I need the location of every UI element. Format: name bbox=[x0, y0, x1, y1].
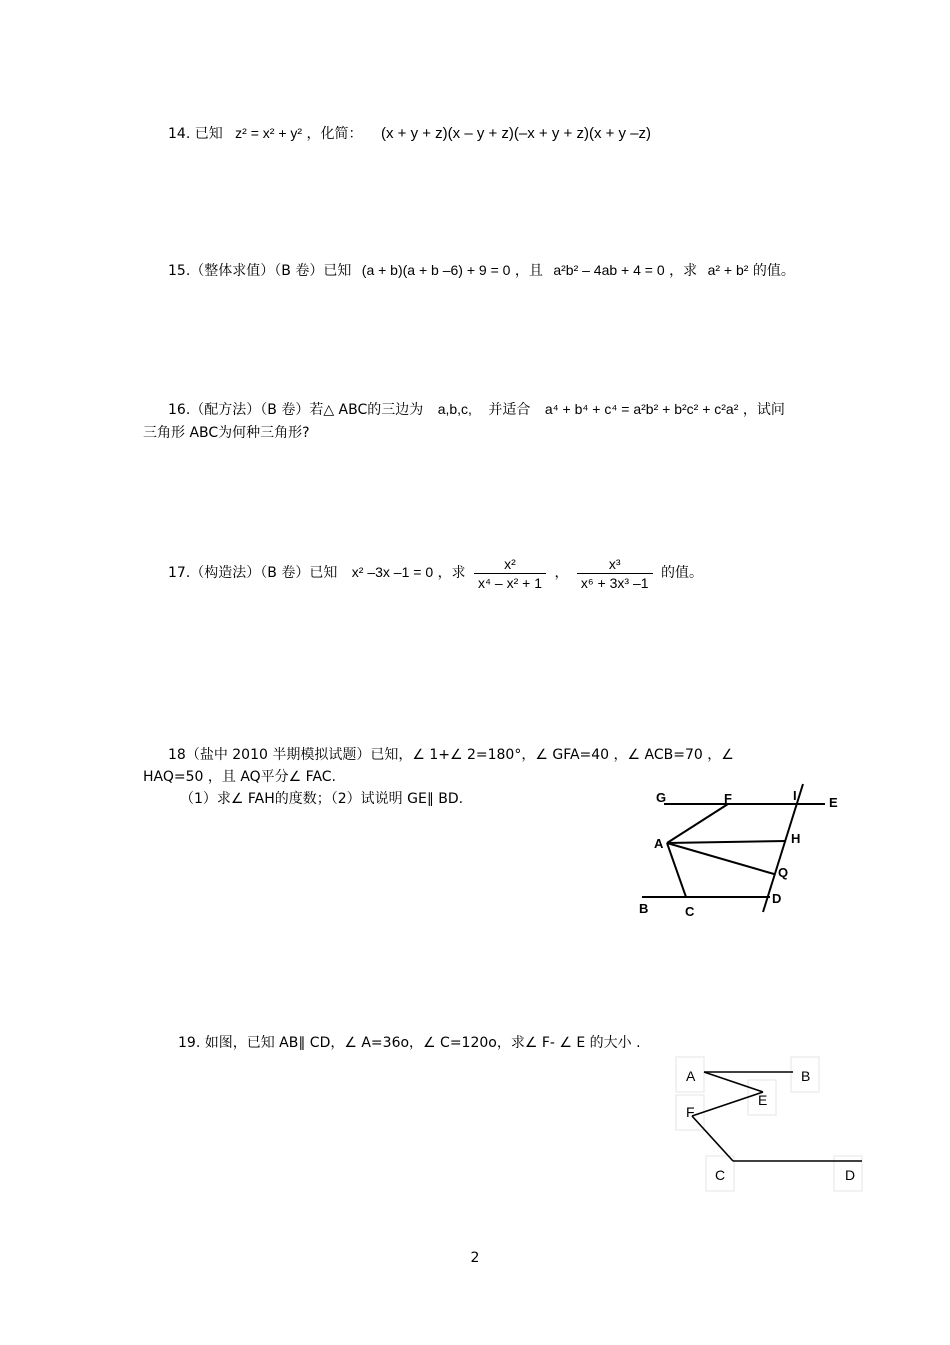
label-d: D bbox=[772, 891, 782, 906]
label-box-e bbox=[748, 1080, 776, 1115]
q15-target: a² + b² bbox=[707, 262, 749, 278]
q17-fraction-2-numerator: x³ bbox=[577, 555, 653, 574]
segment-ac bbox=[667, 843, 686, 897]
q17-prefix: 17.（构造法）（B 卷）已知 bbox=[168, 565, 338, 581]
q18-line-3-text: （1）求∠ FAH的度数；（2）试说明 GE∥ BD. bbox=[180, 791, 464, 807]
segment-aq bbox=[667, 843, 774, 874]
label-a: A bbox=[654, 836, 664, 851]
label-box-a bbox=[676, 1057, 704, 1092]
label-h: H bbox=[791, 831, 801, 846]
label-q: Q bbox=[778, 865, 789, 880]
segment-fc bbox=[692, 1116, 733, 1161]
label-box-b bbox=[791, 1057, 819, 1092]
question-15 bbox=[168, 260, 795, 281]
segment-ae bbox=[704, 1072, 763, 1092]
q16-equation: a⁴ + b⁴ + c⁴ = a²b² + b²c² + c²a² bbox=[544, 401, 739, 417]
question-18-line-1 bbox=[168, 745, 734, 765]
question-18-line-2 bbox=[143, 767, 336, 787]
q19-text: 19. 如图，已知 AB∥ CD，∠ A=36o，∠ C=120o，求∠ F- ∠ E 的大小 . bbox=[178, 1035, 641, 1051]
label-e: E bbox=[758, 1092, 768, 1108]
segment-ef bbox=[692, 1092, 763, 1116]
label-box-f bbox=[676, 1095, 704, 1130]
page-number: 2 bbox=[470, 1250, 480, 1266]
label-e: E bbox=[829, 795, 838, 810]
label-c: C bbox=[685, 904, 695, 919]
q18-line-1-text: 18（盐中 2010 半期模拟试题）已知，∠ 1+∠ 2=180°，∠ GFA=40 ，∠ ACB=70 ，∠ bbox=[168, 747, 734, 763]
question-16-line-2 bbox=[143, 423, 310, 443]
q17-fraction-2 bbox=[577, 555, 653, 592]
q16-line-2-text: 三角形 ABC为何种三角形? bbox=[143, 425, 310, 441]
q17-separator: ， bbox=[554, 565, 569, 581]
q16-mid: 并适合 bbox=[488, 402, 531, 418]
q14-expression: (x + y + z)(x – y + z)(–x + y + z)(x + y –z) bbox=[380, 125, 652, 142]
q14-prefix: 14. 已知 bbox=[168, 126, 223, 142]
label-a: A bbox=[686, 1068, 696, 1084]
q14-suffix: ，化简： bbox=[306, 126, 363, 142]
label-f: F bbox=[724, 791, 732, 806]
question-16-line-1 bbox=[168, 399, 785, 420]
question-19 bbox=[178, 1033, 641, 1053]
q17-fraction-1-denominator: x⁴ – x² + 1 bbox=[478, 574, 542, 591]
label-f: F bbox=[686, 1104, 695, 1120]
q16-prefix: 16.（配方法）（B 卷）若△ ABC的三边为 bbox=[168, 402, 424, 418]
q17-ask: ，求 bbox=[437, 565, 466, 581]
q14-given: z² = x² + y² bbox=[235, 125, 303, 141]
q17-fraction-1-numerator: x² bbox=[474, 555, 546, 574]
label-box-c bbox=[706, 1156, 734, 1191]
label-i: I bbox=[793, 788, 797, 803]
q17-given: x² –3x –1 = 0 bbox=[351, 564, 434, 580]
segment-fa bbox=[667, 804, 728, 843]
q16-suffix: ，试问 bbox=[742, 402, 785, 418]
label-c: C bbox=[715, 1167, 726, 1183]
label-b: B bbox=[639, 901, 649, 916]
q15-ask: ，求 bbox=[669, 263, 698, 279]
q15-suffix: 的值。 bbox=[752, 263, 795, 279]
q16-sides: a,b,c, bbox=[437, 401, 472, 417]
label-g: G bbox=[656, 790, 667, 805]
q18-line-2-text: HAQ=50 ，且 AQ平分∠ FAC. bbox=[143, 769, 336, 785]
q17-fraction-1 bbox=[474, 555, 546, 592]
q15-condition: a²b² – 4ab + 4 = 0 bbox=[553, 262, 665, 278]
label-b: B bbox=[801, 1068, 811, 1084]
q15-prefix: 15.（整体求值）（B 卷）已知 bbox=[168, 263, 352, 279]
label-box-d bbox=[834, 1156, 862, 1191]
question-17 bbox=[168, 552, 703, 593]
question-14 bbox=[168, 123, 651, 144]
label-d: D bbox=[845, 1167, 856, 1183]
segment-ah bbox=[667, 841, 786, 843]
q15-given: (a + b)(a + b –6) + 9 = 0 bbox=[361, 262, 511, 278]
question-18-line-3 bbox=[180, 789, 463, 809]
transversal-id bbox=[763, 784, 803, 912]
q15-mid: ，且 bbox=[514, 263, 543, 279]
q17-fraction-2-denominator: x⁶ + 3x³ –1 bbox=[580, 574, 649, 591]
q17-suffix: 的值。 bbox=[661, 565, 703, 581]
